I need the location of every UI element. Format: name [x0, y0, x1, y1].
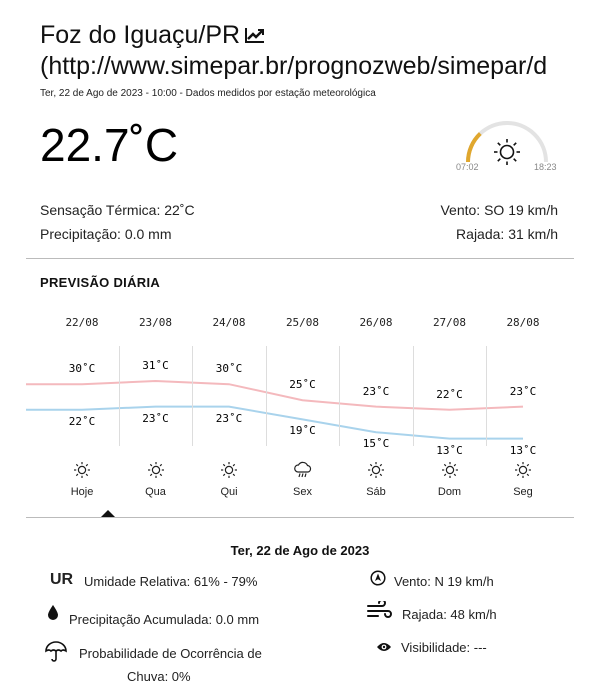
day-separator — [119, 346, 120, 446]
forecast-date: 23/08 — [138, 316, 173, 329]
sun-progress-widget — [452, 114, 562, 176]
eye-icon — [376, 641, 392, 653]
forecast-day[interactable]: Qui — [220, 486, 238, 498]
forecast-min-temp: 13˚C — [436, 443, 463, 457]
detail-gust: Rajada: 48 km/h — [402, 607, 497, 622]
day-separator — [339, 346, 340, 446]
measurement-subtitle: Ter, 22 de Ago de 2023 - 10:00 - Dados medidos por estação meteorológica — [40, 88, 376, 99]
sun-icon[interactable] — [199, 461, 259, 484]
day-separator — [413, 346, 414, 446]
forecast-date: 28/08 — [506, 316, 540, 329]
relative-humidity: Umidade Relativa: 61% - 79% — [84, 574, 258, 589]
forecast-date: 25/08 — [285, 316, 320, 329]
wind-gust-icon — [366, 601, 394, 621]
forecast-date: 22/08 — [65, 316, 99, 329]
wind: Vento: SO 19 km/h — [440, 202, 558, 218]
day-separator — [266, 346, 267, 446]
forecast-min-temp: 19˚C — [289, 424, 316, 438]
sun-icon[interactable] — [126, 461, 186, 484]
forecast-day[interactable]: Sex — [293, 486, 312, 498]
forecast-date: 24/08 — [212, 316, 246, 329]
forecast-day[interactable]: Seg — [513, 486, 533, 498]
forecast-day[interactable]: Qua — [145, 486, 166, 498]
forecast-min-temp: 22˚C — [68, 414, 96, 428]
divider — [26, 258, 574, 259]
day-separator — [486, 346, 487, 446]
sunrise-time: 07:02 — [456, 162, 479, 172]
forecast-day[interactable]: Hoje — [70, 486, 94, 498]
city-name: Foz do Iguaçu/PR — [40, 21, 241, 49]
wind-gust: Rajada: 31 km/h — [456, 226, 558, 242]
rain-probability-line1: Probabilidade de Ocorrência de — [79, 646, 262, 661]
sun-icon[interactable] — [493, 461, 553, 484]
detail-visibility: Visibilidade: --- — [401, 640, 487, 655]
forecast-max-temp: 23˚C — [362, 384, 390, 398]
forecast-max-temp: 30˚C — [215, 362, 243, 376]
detail-date: Ter, 22 de Ago de 2023 — [230, 543, 370, 558]
sun-icon[interactable] — [420, 461, 480, 484]
forecast-day[interactable]: Sáb — [366, 486, 386, 498]
forecast-date: 27/08 — [432, 316, 467, 329]
forecast-min-temp: 13˚C — [509, 443, 537, 457]
rain-cloud-icon[interactable] — [273, 461, 333, 484]
sunset-time: 18:23 — [534, 162, 557, 172]
trend-chart-icon[interactable] — [244, 21, 266, 39]
detail-wind: Vento: N 19 km/h — [394, 574, 494, 589]
humidity-icon: UR — [50, 571, 74, 588]
day-separator — [192, 346, 193, 446]
sun-icon[interactable] — [52, 461, 112, 484]
precipitation: Precipitação: 0.0 mm — [40, 226, 172, 242]
sun-icon[interactable] — [346, 461, 406, 484]
rain-probability-line2: Chuva: 0% — [127, 669, 191, 684]
selected-day-indicator — [101, 510, 115, 517]
daily-forecast-strip[interactable] — [26, 310, 574, 510]
forecast-min-temp: 23˚C — [142, 411, 169, 425]
forecast-max-temp: 25˚C — [289, 378, 316, 392]
forecast-max-temp: 30˚C — [68, 362, 96, 376]
forecast-max-temp: 31˚C — [142, 359, 169, 372]
accumulated-precipitation: Precipitação Acumulada: 0.0 mm — [69, 612, 260, 627]
forecast-date: 26/08 — [359, 316, 393, 329]
sun-arc-progress — [468, 134, 480, 162]
divider — [26, 517, 574, 518]
forecast-day[interactable]: Dom — [437, 486, 462, 498]
forecast-min-temp: 23˚C — [215, 411, 243, 425]
water-drop-icon — [47, 604, 59, 620]
wind-direction-icon — [370, 570, 386, 586]
forecast-min-temp: 15˚C — [362, 437, 390, 451]
daily-forecast-title: PREVISÃO DIÁRIA — [40, 275, 161, 290]
source-link[interactable]: (http://www.simepar.br/prognozweb/simepar/d — [40, 52, 548, 80]
feels-like: Sensação Térmica: 22˚C — [40, 202, 195, 218]
forecast-max-temp: 23˚C — [509, 384, 537, 398]
umbrella-icon — [45, 641, 67, 663]
city-title — [40, 20, 547, 82]
current-temperature: 22.7˚C — [40, 119, 179, 171]
sun-icon — [494, 139, 520, 165]
forecast-max-temp: 22˚C — [436, 387, 463, 401]
